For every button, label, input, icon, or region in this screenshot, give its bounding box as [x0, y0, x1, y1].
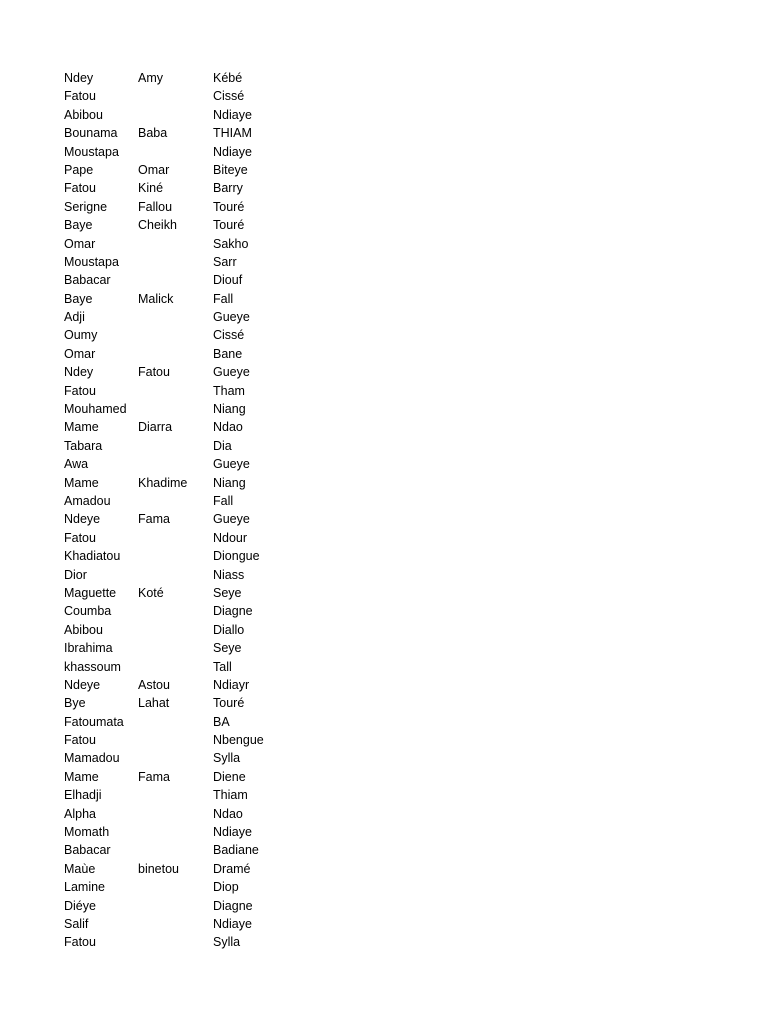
first-name-cell: Babacar: [64, 273, 111, 288]
list-item: [64, 437, 293, 455]
list-item: [64, 474, 293, 492]
list-item: [64, 161, 293, 179]
second-name-cell: Lahat: [138, 696, 170, 711]
first-name-cell: Ndeye: [64, 677, 101, 692]
last-name-cell: Ndiayr: [213, 677, 250, 692]
list-item: [64, 621, 293, 639]
list-item: [64, 749, 293, 767]
second-name-cell: [138, 345, 213, 363]
last-name-cell: Gueye: [213, 310, 250, 325]
first-name-cell: Mame: [64, 769, 99, 784]
list-item: [64, 235, 293, 253]
last-name-cell: Niang: [213, 402, 246, 417]
list-item: [64, 676, 293, 694]
second-name-cell: [138, 915, 213, 933]
first-name-cell: Omar: [64, 236, 96, 251]
list-item: [64, 658, 293, 676]
second-name-cell: [138, 749, 213, 767]
first-name-cell: Maùe: [64, 861, 96, 876]
first-name-cell: Ndey: [64, 365, 94, 380]
last-name-cell: Kébé: [213, 71, 243, 85]
list-item: [64, 290, 293, 308]
first-name-cell: Elhadji: [64, 788, 102, 803]
last-name-cell: Biteye: [213, 162, 248, 177]
last-name-cell: Ndiaye: [213, 916, 252, 931]
first-name-cell: khassoum: [64, 659, 121, 674]
list-item: [64, 253, 293, 271]
second-name-cell: [138, 253, 213, 271]
second-name-cell: [138, 823, 213, 841]
list-item: [64, 492, 293, 510]
last-name-cell: Diagne: [213, 604, 253, 619]
second-name-cell: [138, 492, 213, 510]
second-name-cell: [138, 326, 213, 344]
last-name-cell: Ndao: [213, 806, 243, 821]
first-name-cell: Mamadou: [64, 751, 120, 766]
last-name-cell: Tall: [213, 659, 232, 674]
last-name-cell: Ndao: [213, 420, 243, 435]
last-name-cell: Barry: [213, 181, 243, 196]
list-item: [64, 768, 293, 786]
second-name-cell: [138, 602, 213, 620]
first-name-cell: Lamine: [64, 880, 105, 895]
last-name-cell: Dramé: [213, 861, 251, 876]
first-name-cell: Dior: [64, 567, 87, 582]
last-name-cell: BA: [213, 714, 230, 729]
last-name-cell: Diallo: [213, 622, 245, 637]
first-name-cell: Pape: [64, 162, 94, 177]
list-item: [64, 418, 293, 436]
second-name-cell: [138, 658, 213, 676]
list-item: [64, 529, 293, 547]
list-item: [64, 69, 293, 87]
first-name-cell: Fatou: [64, 530, 96, 545]
last-name-cell: Touré: [213, 696, 245, 711]
first-name-cell: Abibou: [64, 622, 103, 637]
last-name-cell: Gueye: [213, 365, 250, 380]
second-name-cell: binetou: [138, 861, 180, 876]
first-name-cell: Ndey: [64, 71, 94, 85]
last-name-cell: Touré: [213, 199, 245, 214]
list-item: [64, 841, 293, 859]
second-name-cell: [138, 308, 213, 326]
list-item: [64, 400, 293, 418]
second-name-cell: [138, 382, 213, 400]
name-list: [64, 69, 293, 952]
first-name-cell: Oumy: [64, 328, 98, 343]
last-name-cell: Gueye: [213, 457, 250, 472]
first-name-cell: Tabara: [64, 438, 103, 453]
first-name-cell: Ibrahima: [64, 641, 113, 656]
list-item: [64, 326, 293, 344]
second-name-cell: Astou: [138, 677, 170, 692]
last-name-cell: Ndiaye: [213, 107, 252, 122]
list-item: [64, 547, 293, 565]
list-item: [64, 786, 293, 804]
list-item: [64, 584, 293, 602]
list-item: [64, 106, 293, 124]
second-name-cell: Kiné: [138, 181, 164, 196]
last-name-cell: Sylla: [213, 751, 241, 766]
first-name-cell: Khadiatou: [64, 549, 121, 564]
first-name-cell: Fatou: [64, 733, 96, 748]
last-name-cell: Niang: [213, 475, 246, 490]
list-item: [64, 823, 293, 841]
list-item: [64, 510, 293, 528]
second-name-cell: [138, 713, 213, 731]
second-name-cell: [138, 639, 213, 657]
first-name-cell: Fatoumata: [64, 714, 124, 729]
second-name-cell: Malick: [138, 291, 174, 306]
first-name-cell: Awa: [64, 457, 89, 472]
first-name-cell: Ndeye: [64, 512, 101, 527]
list-item: [64, 860, 293, 878]
last-name-cell: Seye: [213, 641, 242, 656]
second-name-cell: [138, 621, 213, 639]
last-name-cell: Bane: [213, 346, 243, 361]
first-name-cell: Fatou: [64, 89, 96, 104]
last-name-cell: THIAM: [213, 126, 252, 141]
list-item: [64, 382, 293, 400]
first-name-cell: Diéye: [64, 898, 96, 913]
second-name-cell: [138, 235, 213, 253]
list-item: [64, 216, 293, 234]
first-name-cell: Mouhamed: [64, 402, 127, 417]
second-name-cell: Khadime: [138, 475, 188, 490]
last-name-cell: Gueye: [213, 512, 250, 527]
second-name-cell: [138, 897, 213, 915]
second-name-cell: Fatou: [138, 365, 170, 380]
first-name-cell: Babacar: [64, 843, 111, 858]
list-item: [64, 897, 293, 915]
first-name-cell: Mame: [64, 420, 99, 435]
second-name-cell: [138, 786, 213, 804]
first-name-cell: Momath: [64, 825, 110, 840]
first-name-cell: Baye: [64, 218, 93, 233]
list-item: [64, 124, 293, 142]
second-name-cell: Fallou: [138, 199, 173, 214]
last-name-cell: Tham: [213, 383, 245, 398]
list-item: [64, 694, 293, 712]
last-name-cell: Fall: [213, 493, 234, 508]
first-name-cell: Abibou: [64, 107, 103, 122]
list-item: [64, 731, 293, 749]
second-name-cell: [138, 731, 213, 749]
first-name-cell: Alpha: [64, 806, 96, 821]
list-item: [64, 308, 293, 326]
last-name-cell: Touré: [213, 218, 245, 233]
last-name-cell: Nbengue: [213, 733, 264, 748]
last-name-cell: Diop: [213, 880, 239, 895]
first-name-cell: Bounama: [64, 126, 118, 141]
first-name-cell: Moustapa: [64, 144, 119, 159]
second-name-cell: [138, 106, 213, 124]
last-name-cell: Diagne: [213, 898, 253, 913]
list-item: [64, 933, 293, 951]
second-name-cell: [138, 529, 213, 547]
second-name-cell: Baba: [138, 126, 168, 141]
last-name-cell: Seye: [213, 585, 242, 600]
last-name-cell: Diongue: [213, 549, 260, 564]
first-name-cell: Fatou: [64, 935, 96, 950]
list-item: [64, 639, 293, 657]
list-item: [64, 345, 293, 363]
last-name-cell: Sylla: [213, 935, 241, 950]
first-name-cell: Salif: [64, 916, 89, 931]
second-name-cell: [138, 547, 213, 565]
last-name-cell: Sarr: [213, 254, 237, 269]
last-name-cell: Cissé: [213, 89, 245, 104]
first-name-cell: Serigne: [64, 199, 108, 214]
last-name-cell: Badiane: [213, 843, 259, 858]
second-name-cell: Fama: [138, 769, 170, 784]
second-name-cell: [138, 933, 213, 951]
second-name-cell: [138, 455, 213, 473]
second-name-cell: Cheikh: [138, 218, 177, 233]
list-item: [64, 271, 293, 289]
first-name-cell: Coumba: [64, 604, 112, 619]
last-name-cell: Cissé: [213, 328, 245, 343]
first-name-cell: Mame: [64, 475, 99, 490]
second-name-cell: [138, 566, 213, 584]
second-name-cell: [138, 400, 213, 418]
list-item: [64, 455, 293, 473]
second-name-cell: Diarra: [138, 420, 173, 435]
first-name-cell: Moustapa: [64, 254, 119, 269]
last-name-cell: Ndiaye: [213, 825, 252, 840]
last-name-cell: Ndour: [213, 530, 248, 545]
last-name-cell: Ndiaye: [213, 144, 252, 159]
first-name-cell: Fatou: [64, 383, 96, 398]
last-name-cell: Niass: [213, 567, 245, 582]
last-name-cell: Thiam: [213, 788, 248, 803]
second-name-cell: Omar: [138, 162, 170, 177]
last-name-cell: Fall: [213, 291, 234, 306]
list-item: [64, 198, 293, 216]
list-item: [64, 878, 293, 896]
second-name-cell: [138, 878, 213, 896]
list-item: [64, 363, 293, 381]
second-name-cell: Koté: [138, 585, 164, 600]
first-name-cell: Baye: [64, 291, 93, 306]
first-name-cell: Bye: [64, 696, 86, 711]
list-item: [64, 87, 293, 105]
first-name-cell: Maguette: [64, 585, 117, 600]
list-item: [64, 566, 293, 584]
second-name-cell: Fama: [138, 512, 170, 527]
list-item: [64, 143, 293, 161]
second-name-cell: [138, 437, 213, 455]
second-name-cell: [138, 271, 213, 289]
last-name-cell: Sakho: [213, 236, 249, 251]
list-item: [64, 713, 293, 731]
second-name-cell: [138, 805, 213, 823]
first-name-cell: Omar: [64, 346, 96, 361]
list-item: [64, 602, 293, 620]
last-name-cell: Diene: [213, 769, 246, 784]
first-name-cell: Adji: [64, 310, 85, 325]
last-name-cell: Dia: [213, 438, 232, 453]
first-name-cell: Amadou: [64, 493, 111, 508]
last-name-cell: Diouf: [213, 273, 243, 288]
first-name-cell: Fatou: [64, 181, 96, 196]
list-item: [64, 179, 293, 197]
second-name-cell: Amy: [138, 71, 163, 85]
list-item: [64, 915, 293, 933]
list-item: [64, 805, 293, 823]
second-name-cell: [138, 143, 213, 161]
second-name-cell: [138, 841, 213, 859]
second-name-cell: [138, 87, 213, 105]
